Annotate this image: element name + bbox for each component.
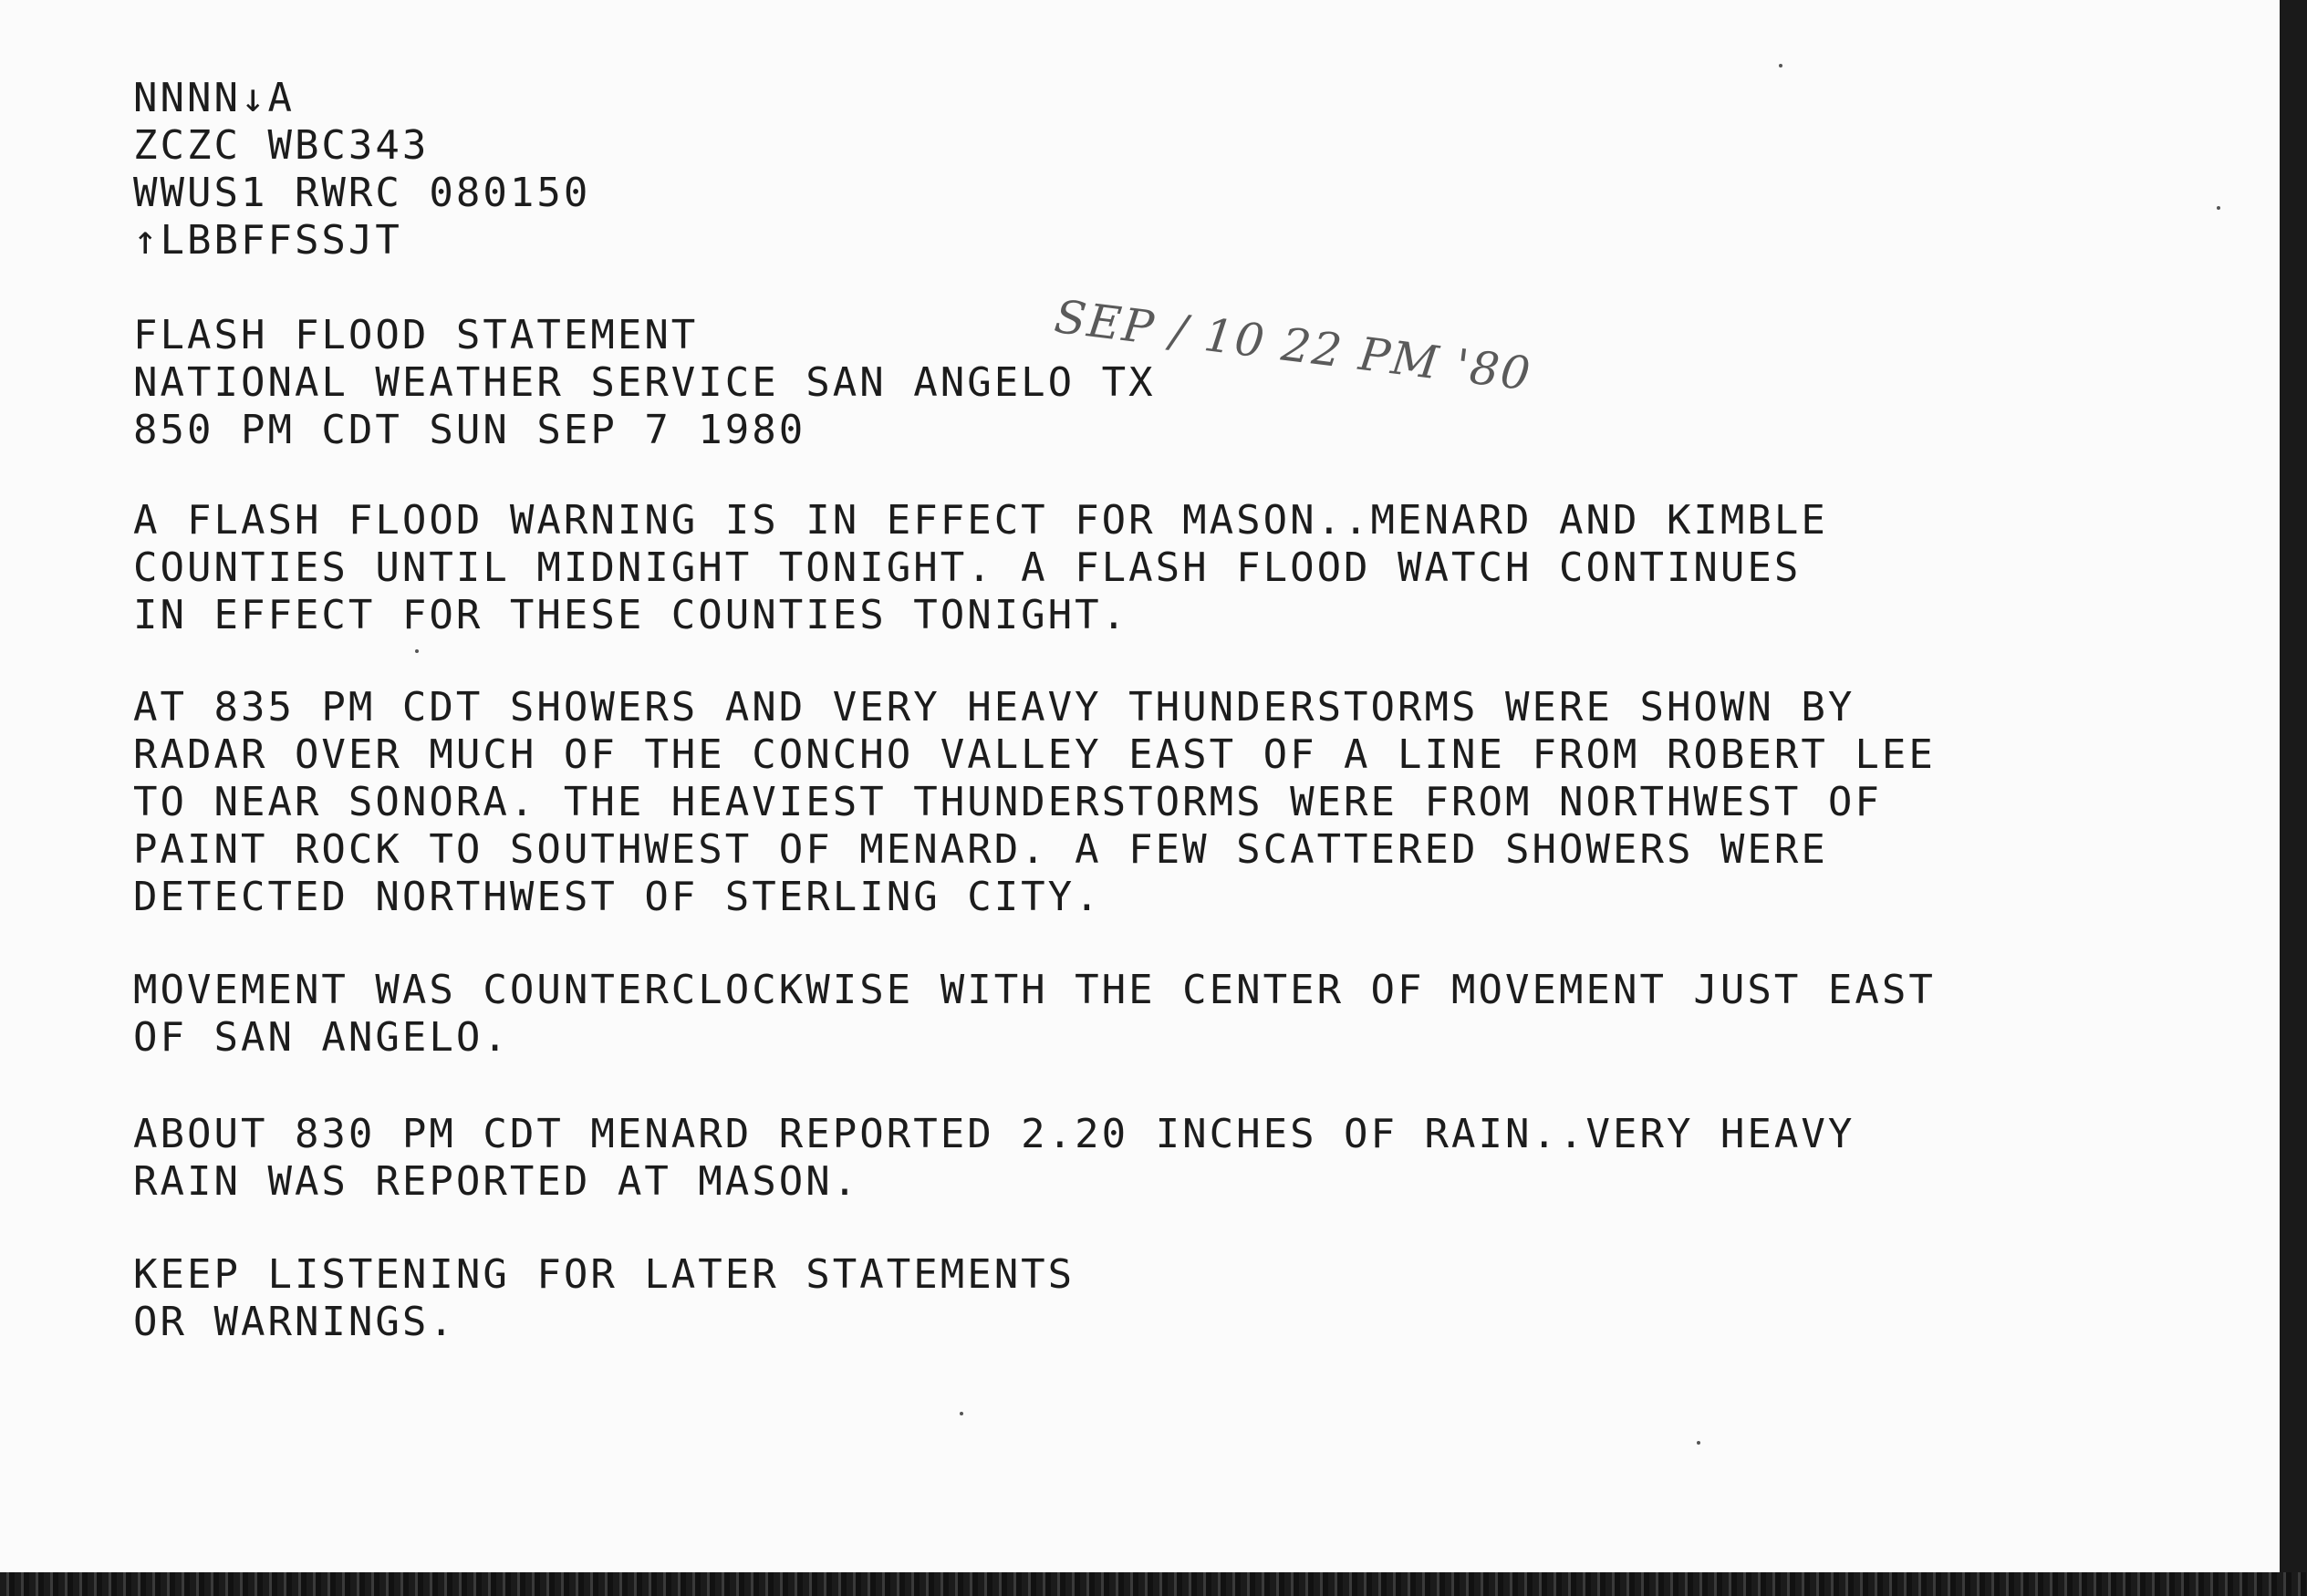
issue-time: 850 PM CDT SUN SEP 7 1980 [133, 407, 806, 453]
transmission-header [133, 75, 590, 264]
paper-speck [1779, 64, 1782, 67]
text-line: RADAR OVER MUCH OF THE CONCHO VALLEY EAST OF A LINE FROM ROBERT LEE [133, 731, 1936, 778]
header-line-2: ZCZC WBC343 [133, 122, 430, 169]
paper-speck [960, 1412, 963, 1415]
paragraph-closing [133, 1251, 1075, 1346]
statement-title: FLASH FLOOD STATEMENT [133, 312, 699, 358]
scan-edge-right [2280, 0, 2307, 1596]
issuing-office: NATIONAL WEATHER SERVICE SAN ANGELO TX [133, 359, 1156, 406]
text-line: MOVEMENT WAS COUNTERCLOCKWISE WITH THE CENTER OF MOVEMENT JUST EAST [133, 967, 1936, 1013]
scan-edge-bottom [0, 1572, 2307, 1596]
received-date-stamp: SEP / 10 22 PM '80 [1051, 290, 1535, 401]
text-line: KEEP LISTENING FOR LATER STATEMENTS [133, 1251, 1076, 1298]
paragraph-rainfall [133, 1111, 1855, 1206]
header-line-1: NNNN↓A [133, 75, 295, 121]
text-line: DETECTED NORTHWEST OF STERLING CITY. [133, 874, 1102, 920]
text-line: OR WARNINGS. [133, 1299, 456, 1345]
text-line: OF SAN ANGELO. [133, 1014, 510, 1061]
text-line: RAIN WAS REPORTED AT MASON. [133, 1158, 860, 1205]
text-line: ABOUT 830 PM CDT MENARD REPORTED 2.20 INCHES OF RAIN..VERY HEAVY [133, 1111, 1855, 1157]
text-line: A FLASH FLOOD WARNING IS IN EFFECT FOR MASON..MENARD AND KIMBLE [133, 497, 1828, 544]
text-line: AT 835 PM CDT SHOWERS AND VERY HEAVY THUNDERSTORMS WERE SHOWN BY [133, 684, 1855, 731]
paragraph-radar [133, 684, 1936, 921]
header-line-3: WWUS1 RWRC 080150 [133, 170, 591, 216]
paragraph-warning [133, 497, 1828, 639]
text-line: COUNTIES UNTIL MIDNIGHT TONIGHT. A FLASH FLOOD WATCH CONTINUES [133, 544, 1802, 591]
paper-speck [2217, 206, 2220, 210]
text-line: TO NEAR SONORA. THE HEAVIEST THUNDERSTORMS WERE FROM NORTHWEST OF [133, 779, 1882, 825]
paper-speck [1697, 1441, 1700, 1445]
text-line: IN EFFECT FOR THESE COUNTIES TONIGHT. [133, 592, 1129, 638]
paragraph-movement [133, 967, 1936, 1062]
statement-title-block [133, 312, 1156, 454]
text-line: PAINT ROCK TO SOUTHWEST OF MENARD. A FEW SCATTERED SHOWERS WERE [133, 826, 1828, 873]
header-line-4: ↑LBBFFSSJT [133, 217, 402, 264]
paper-speck [415, 649, 419, 653]
